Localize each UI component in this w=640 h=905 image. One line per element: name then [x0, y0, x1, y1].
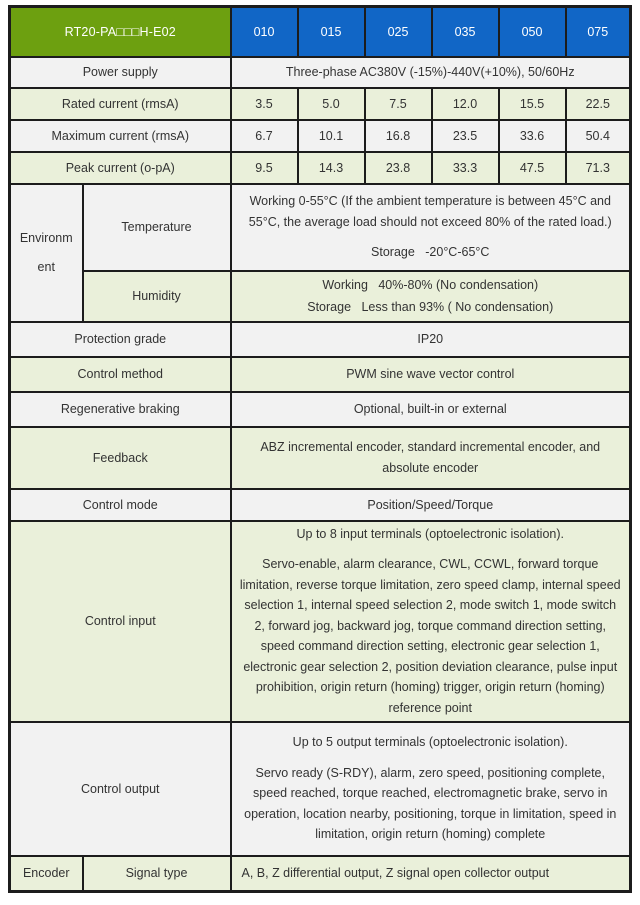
encoder-signal-type-label: Signal type	[83, 856, 231, 892]
control-output-value	[231, 722, 631, 856]
encoder-signal-type-value: A, B, Z differential output, Z signal open collector output	[231, 856, 631, 892]
peak-current-value: 33.3	[432, 152, 499, 184]
maximum-current-value: 23.5	[432, 120, 499, 152]
encoder-label: Encoder	[10, 856, 83, 892]
rated-current-label: Rated current (rmsA)	[10, 88, 231, 120]
temperature-storage-text: Storage -20°C-65°C	[371, 245, 490, 260]
header-row	[10, 7, 631, 57]
control-input-summary-text: Up to 8 input terminals (optoelectronic isolation).	[296, 526, 564, 541]
row-peak-current	[10, 152, 631, 184]
control-mode-label: Control mode	[10, 489, 231, 521]
control-input-value	[231, 521, 631, 722]
maximum-current-label: Maximum current (rmsA)	[10, 120, 231, 152]
row-control-method	[10, 357, 631, 392]
temperature-value	[231, 184, 631, 271]
row-feedback	[10, 427, 631, 489]
control-method-label: Control method	[10, 357, 231, 392]
humidity-label: Humidity	[83, 271, 231, 322]
feedback-label: Feedback	[10, 427, 231, 489]
model-header-cell: RT20-PA□□□H-E02	[10, 7, 231, 57]
humidity-value	[231, 271, 631, 322]
power-supply-value: Three-phase AC380V (-15%)-440V(+10%), 50/60Hz	[231, 57, 631, 88]
peak-current-label: Peak current (o-pA)	[10, 152, 231, 184]
control-method-value: PWM sine wave vector control	[231, 357, 631, 392]
spec-table	[8, 5, 632, 893]
rated-current-value: 22.5	[566, 88, 631, 120]
maximum-current-value: 16.8	[365, 120, 432, 152]
row-control-mode	[10, 489, 631, 521]
protection-grade-value: IP20	[231, 322, 631, 357]
temperature-label: Temperature	[83, 184, 231, 271]
control-output-summary-text: Up to 5 output terminals (optoelectronic isolation).	[292, 735, 568, 750]
rated-current-value: 15.5	[499, 88, 566, 120]
row-protection-grade	[10, 322, 631, 357]
row-regenerative-braking	[10, 392, 631, 427]
control-output-label: Control output	[10, 722, 231, 856]
row-control-output	[10, 722, 631, 856]
maximum-current-value: 10.1	[298, 120, 365, 152]
size-column-header: 025	[365, 7, 432, 57]
peak-current-value: 47.5	[499, 152, 566, 184]
size-column-header: 010	[231, 7, 298, 57]
rated-current-value: 12.0	[432, 88, 499, 120]
rated-current-value: 3.5	[231, 88, 298, 120]
protection-grade-label: Protection grade	[10, 322, 231, 357]
humidity-storage-text: Storage Less than 93% ( No condensation)	[307, 300, 554, 314]
row-power-supply	[10, 57, 631, 88]
peak-current-value: 71.3	[566, 152, 631, 184]
size-column-header: 015	[298, 7, 365, 57]
feedback-value	[231, 427, 631, 489]
control-input-label: Control input	[10, 521, 231, 722]
size-column-header: 075	[566, 7, 631, 57]
control-input-detail-text: Servo-enable, alarm clearance, CWL, CCWL, forward torque limitation, reverse torque limitation, zero speed clamp, internal speed selection 1, internal speed selection 2, mode switch 1, mode switch 2, forward jog, backward jog, torque command direction setting, speed command direction setting, electronic gear selection 1, electronic gear selection 2, position deviation clearance, pulse input prohibition, origin return (homing) trigger, origin return (homing) reference point	[239, 557, 621, 715]
peak-current-value: 23.8	[365, 152, 432, 184]
row-control-input	[10, 521, 631, 722]
row-encoder	[10, 856, 631, 892]
maximum-current-value: 6.7	[231, 120, 298, 152]
size-column-header: 035	[432, 7, 499, 57]
row-environment-temperature	[10, 184, 631, 271]
rated-current-value: 7.5	[365, 88, 432, 120]
row-environment-humidity	[10, 271, 631, 322]
row-maximum-current	[10, 120, 631, 152]
control-output-detail-text: Servo ready (S-RDY), alarm, zero speed, positioning complete, speed reached, torque reached, electromagnetic brake, servo in operation, location nearby, positioning, torque in limitation, speed in limitation, origin return (homing) complete	[244, 765, 617, 842]
peak-current-value: 14.3	[298, 152, 365, 184]
regenerative-braking-label: Regenerative braking	[10, 392, 231, 427]
size-column-header: 050	[499, 7, 566, 57]
control-mode-value: Position/Speed/Torque	[231, 489, 631, 521]
power-supply-label: Power supply	[10, 57, 231, 88]
rated-current-value: 5.0	[298, 88, 365, 120]
environment-group-label: Environm​ent	[10, 184, 83, 322]
maximum-current-value: 50.4	[566, 120, 631, 152]
feedback-text: ABZ incremental encoder, standard incremental encoder, and absolute encoder	[260, 440, 601, 475]
row-rated-current	[10, 88, 631, 120]
maximum-current-value: 33.6	[499, 120, 566, 152]
regenerative-braking-value: Optional, built-in or external	[231, 392, 631, 427]
peak-current-value: 9.5	[231, 152, 298, 184]
humidity-working-text: Working 40%-80% (No condensation)	[322, 277, 539, 292]
temperature-working-text: Working 0-55°C (If the ambient temperature is between 45°C and 55°C, the average load should not exceed 80% of the rated load.)	[248, 194, 612, 229]
